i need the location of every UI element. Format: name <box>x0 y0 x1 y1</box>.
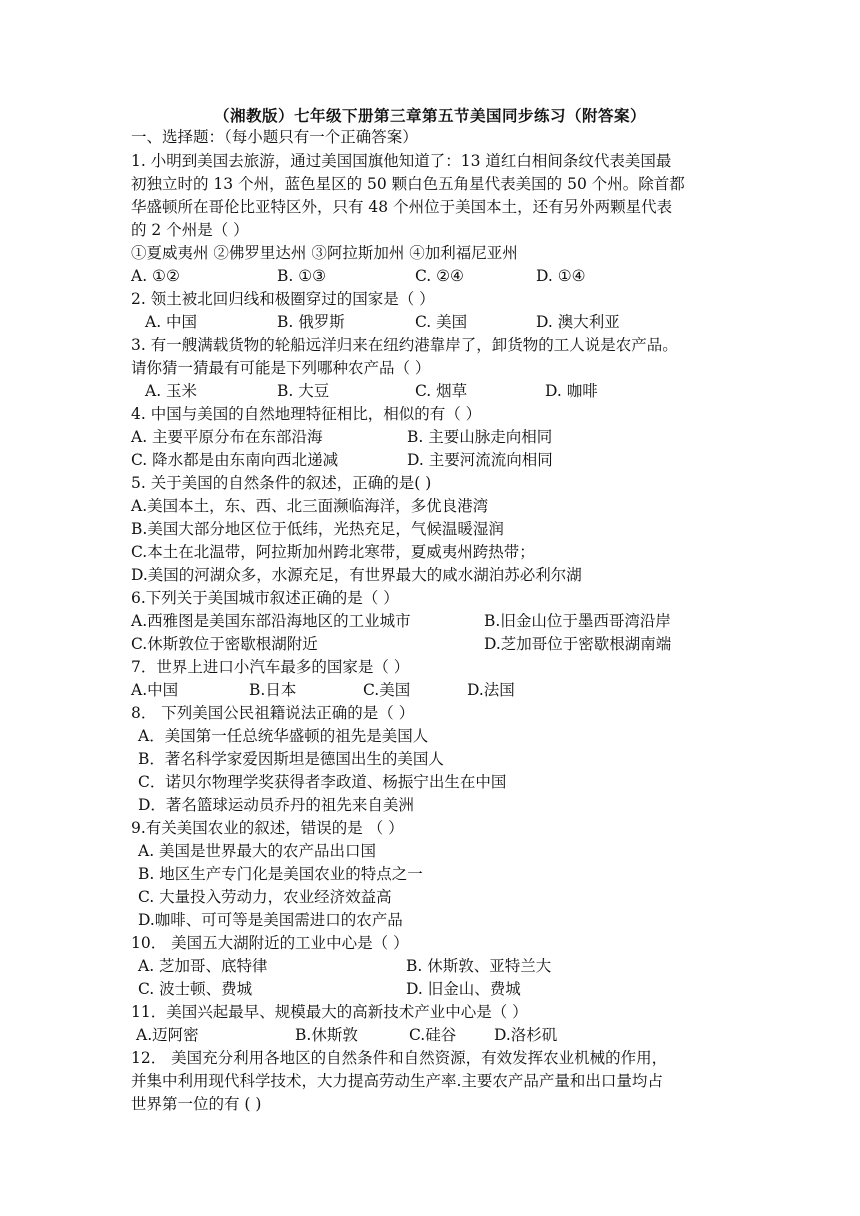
question-8-option-d: D．著名篮球运动员乔丹的祖先来自美洲 <box>138 796 414 814</box>
question-4-option-d: D. 主要河流流向相同 <box>407 451 553 469</box>
question-1-line-4: 的 2 个州是（ ） <box>131 221 249 239</box>
question-1-option-b: B. ①③ <box>277 267 327 285</box>
question-1-option-d: D. ①④ <box>536 267 586 285</box>
question-5-option-c: C.本土在北温带，阿拉斯加州跨北寒带，夏威夷州跨热带； <box>131 543 535 561</box>
question-9-option-b: B. 地区生产专门化是美国农业的特点之一 <box>138 865 423 883</box>
question-1-line-2: 初独立时的 13 个州，蓝色星区的 50 颗白色五角星代表美国的 50 个州。除首都 <box>131 175 685 193</box>
question-8-option-a: A．美国第一任总统华盛顿的祖先是美国人 <box>138 727 429 745</box>
question-7-option-b: B.日本 <box>249 681 297 699</box>
question-10-option-d: D. 旧金山、费城 <box>406 980 521 998</box>
question-9-stem: 9.有关美国农业的叙述，错误的是 （ ） <box>131 819 404 837</box>
question-9-option-d: D.咖啡、可可等是美国需进口的农产品 <box>138 911 403 929</box>
question-7-option-d: D.法国 <box>467 681 515 699</box>
question-10-option-a: A. 芝加哥、底特律 <box>138 957 268 975</box>
question-6-stem: 6.下列关于美国城市叙述正确的是（ ） <box>131 589 399 607</box>
question-10-stem: 10． 美国五大湖附近的工业中心是（ ） <box>131 934 409 952</box>
question-7-option-a: A.中国 <box>131 681 179 699</box>
question-3-option-a: A. 玉米 <box>145 382 198 400</box>
question-9-option-c: C. 大量投入劳动力，农业经济效益高 <box>138 888 392 906</box>
question-5-option-a: A.美国本土，东、西、北三面濒临海洋，多优良港湾 <box>131 497 489 515</box>
question-7-stem: 7．世界上进口小汽车最多的国家是（ ） <box>131 658 410 676</box>
question-3-line-2: 请你猜一猜最有可能是下列哪种农产品（ ） <box>131 359 431 377</box>
question-1-option-a: A. ①② <box>131 267 180 285</box>
question-8-option-b: B．著名科学家爱因斯坦是德国出生的美国人 <box>138 750 444 768</box>
question-12-line-1: 12． 美国充分利用各地区的自然条件和自然资源，有效发挥农业机械的作用， <box>131 1049 668 1067</box>
question-2-option-d: D. 澳大利亚 <box>536 313 620 331</box>
question-4-option-c: C. 降水都是由东南向西北递减 <box>131 451 339 469</box>
question-2-option-c: C. 美国 <box>415 313 468 331</box>
question-6-option-c: C.休斯敦位于密歇根湖附近 <box>131 635 318 653</box>
question-12-line-3: 世界第一位的有 ( ) <box>131 1095 262 1113</box>
question-5-option-d: D.美国的河湖众多，水源充足，有世界最大的咸水湖泊苏必利尔湖 <box>131 566 582 584</box>
question-6-option-d: D.芝加哥位于密歇根湖南端 <box>484 635 672 653</box>
question-6-option-b: B.旧金山位于墨西哥湾沿岸 <box>484 612 671 630</box>
question-1-line-1: 1. 小明到美国去旅游，通过美国国旗他知道了：13 道红白相间条纹代表美国最 <box>131 152 672 170</box>
question-11-option-a: A.迈阿密 <box>136 1026 199 1044</box>
question-1-option-c: C. ②④ <box>415 267 464 285</box>
question-9-option-a: A. 美国是世界最大的农产品出口国 <box>138 842 377 860</box>
question-5-stem: 5. 关于美国的自然条件的叙述，正确的是( ) <box>131 474 432 492</box>
question-8-stem: 8． 下列美国公民祖籍说法正确的是（ ） <box>131 704 415 722</box>
question-2-option-b: B. 俄罗斯 <box>277 313 345 331</box>
question-11-option-d: D.洛杉矶 <box>494 1026 558 1044</box>
question-12-line-2: 并集中利用现代科学技术，大力提高劳动生产率.主要农产品产量和出口量均占 <box>131 1072 663 1090</box>
question-3-option-d: D. 咖啡 <box>545 382 598 400</box>
question-11-option-b: B.休斯敦 <box>295 1026 358 1044</box>
question-8-option-c: C．诺贝尔物理学奖获得者李政道、杨振宁出生在中国 <box>138 773 507 791</box>
question-4-stem: 4. 中国与美国的自然地理特征相比，相似的有（ ） <box>131 405 482 423</box>
section-heading: 一、选择题：（每小题只有一个正确答案） <box>131 128 418 146</box>
question-2-stem: 2. 领土被北回归线和极圈穿过的国家是（ ） <box>131 290 435 308</box>
question-3-line-1: 3. 有一艘满载货物的轮船远洋归来在纽约港靠岸了，卸货物的工人说是农产品。 <box>131 336 678 354</box>
question-1-line-3: 华盛顿所在哥伦比亚特区外，只有 48 个州位于美国本土，还有另外两颗星代表 <box>131 198 673 216</box>
question-7-option-c: C.美国 <box>363 681 411 699</box>
question-1-items: ①夏威夷州 ②佛罗里达州 ③阿拉斯加州 ④加利福尼亚州 <box>131 244 518 262</box>
question-3-option-c: C. 烟草 <box>415 382 468 400</box>
question-10-option-b: B. 休斯敦、亚特兰大 <box>406 957 552 975</box>
question-11-option-c: C.硅谷 <box>409 1026 457 1044</box>
question-10-option-c: C. 波士顿、费城 <box>138 980 253 998</box>
question-4-option-b: B. 主要山脉走向相同 <box>407 428 553 446</box>
question-6-option-a: A.西雅图是美国东部沿海地区的工业城市 <box>131 612 411 630</box>
question-2-option-a: A. 中国 <box>145 313 198 331</box>
question-4-option-a: A. 主要平原分布在东部沿海 <box>131 428 323 446</box>
document-title: （湘教版）七年级下册第三章第五节美国同步练习（附答案） <box>213 106 646 125</box>
question-11-stem: 11．美国兴起最早、规模最大的高新技术产业中心是（ ） <box>131 1003 528 1021</box>
question-5-option-b: B.美国大部分地区位于低纬，光热充足，气候温暖湿润 <box>131 520 504 538</box>
question-3-option-b: B. 大豆 <box>277 382 330 400</box>
